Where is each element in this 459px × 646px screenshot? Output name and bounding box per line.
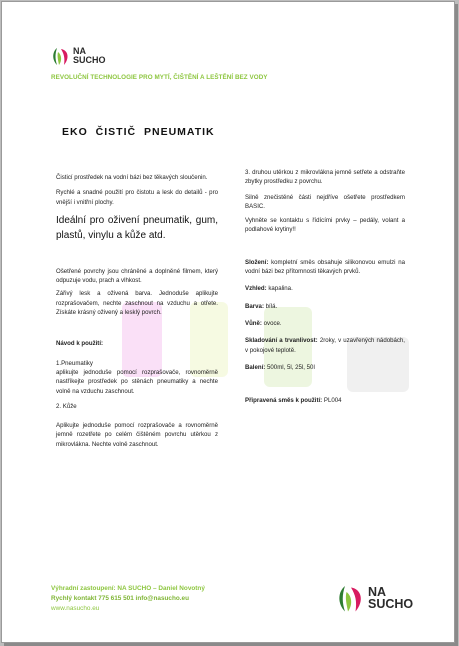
benefit-paragraph-1: Ošetřené povrchy jsou chráněné a doplněné filmem, který odpuzuje vodu, prach a vlhkost. (56, 267, 218, 285)
step-3-text: 3. druhou utěrkou z mikrovlákna jemně setřete a odstraňte zbytky prostředku z povrchu. (245, 169, 405, 186)
form-label: Vzhled: (245, 285, 267, 293)
footer-logo-line-2: SUCHO (368, 597, 414, 611)
storage-label: Skladování a trvanlivost: (245, 337, 318, 345)
mix-value: PL004 (323, 397, 342, 405)
step-2-text: Aplikujte jednoduše pomocí rozprašovače a rovnoměrně jemně rozetřete po celém čištěném povrchu utěrkou z mikrovlákna. Nechte volně zaschnout. (56, 422, 218, 448)
packaging-label: Balení: (245, 363, 266, 371)
color-value: bílá. (265, 302, 278, 310)
footer-website[interactable]: www.nasucho.eu (51, 605, 100, 612)
leaf-logo-icon (52, 46, 70, 66)
instructions-heading: Návod k použití: (56, 340, 104, 348)
form-value: kapalina. (268, 285, 293, 293)
avoid-paragraph: Vyhněte se kontaktu s řídícími prvky – pedály, volant a podlahové krytiny!! (245, 217, 405, 234)
tagline: REVOLUČNÍ TECHNOLOGIE PRO MYTÍ, ČIŠTĚNÍ A LEŠTĚNÍ BEZ VODY (51, 74, 268, 81)
footer-logo-line-1: NA (368, 585, 387, 599)
document-page (1, 1, 455, 643)
step-1-heading: 1.Pneumatiky (56, 359, 93, 367)
mix-label: Připravená směs k použití: (245, 397, 323, 405)
composition-value: kompletní směs obsahuje silikonovou emulzi na vodní bázi bez přítomnosti těkavých prvků. (245, 258, 405, 276)
intro-paragraph-2: Rychlé a snadné použití pro čistotu a lesk do detailů - pro vnější i vnitřní plochy. (56, 189, 218, 206)
footer-distributor: Výhradní zastoupení: NA SUCHO – Daniel Novotný (51, 585, 205, 592)
logo-line-1: NA (73, 46, 86, 56)
page-title: EKO ČISTIČ PNEUMATIK (62, 126, 215, 138)
step-1-text: aplikujte jednoduše pomocí rozprašovače, rovnoměrně nastříkejte prostředek po stěnách pneumatiky a nechte volně na vzduchu zaschnout. (56, 368, 218, 395)
scent-label: Vůně: (245, 319, 262, 327)
scent-value: ovoce. (263, 319, 282, 327)
benefit-paragraph-2: Zářivý lesk a oživená barva. Jednoduše aplikujte rozprašovačem, nechte zaschnout na vzduchu a otřete. Získáte krásný oživený a lesklý povrch. (56, 290, 218, 317)
leaf-logo-icon (337, 583, 365, 613)
intro-paragraph-1: Čisticí prostředek na vodní bázi bez těkavých sloučenin. (56, 174, 208, 181)
step-2-heading: 2. Kůže (56, 402, 77, 410)
logo-line-2: SUCHO (73, 55, 106, 65)
color-label: Barva: (245, 302, 264, 310)
brand-logo (52, 46, 106, 66)
composition-label: Složení: (245, 258, 269, 266)
storage-value: 2roky, v uzavřených nádobách, v pokojové teplotě. (245, 337, 406, 354)
headline-paragraph: Ideální pro oživení pneumatik, gum, plastů, vinylu a kůže atd. (56, 214, 218, 241)
footer-contact[interactable]: Rychlý kontakt 775 615 501 info@nasucho.eu (51, 595, 190, 602)
dirt-paragraph: Silně znečistěné části nejdříve ošetřete prostředkem BASIC. (245, 193, 405, 210)
right-column (245, 168, 405, 405)
footer-brand-logo (337, 583, 413, 613)
packaging-value: 500ml, 5l, 25l, 50l (267, 363, 315, 371)
left-column (56, 173, 218, 449)
